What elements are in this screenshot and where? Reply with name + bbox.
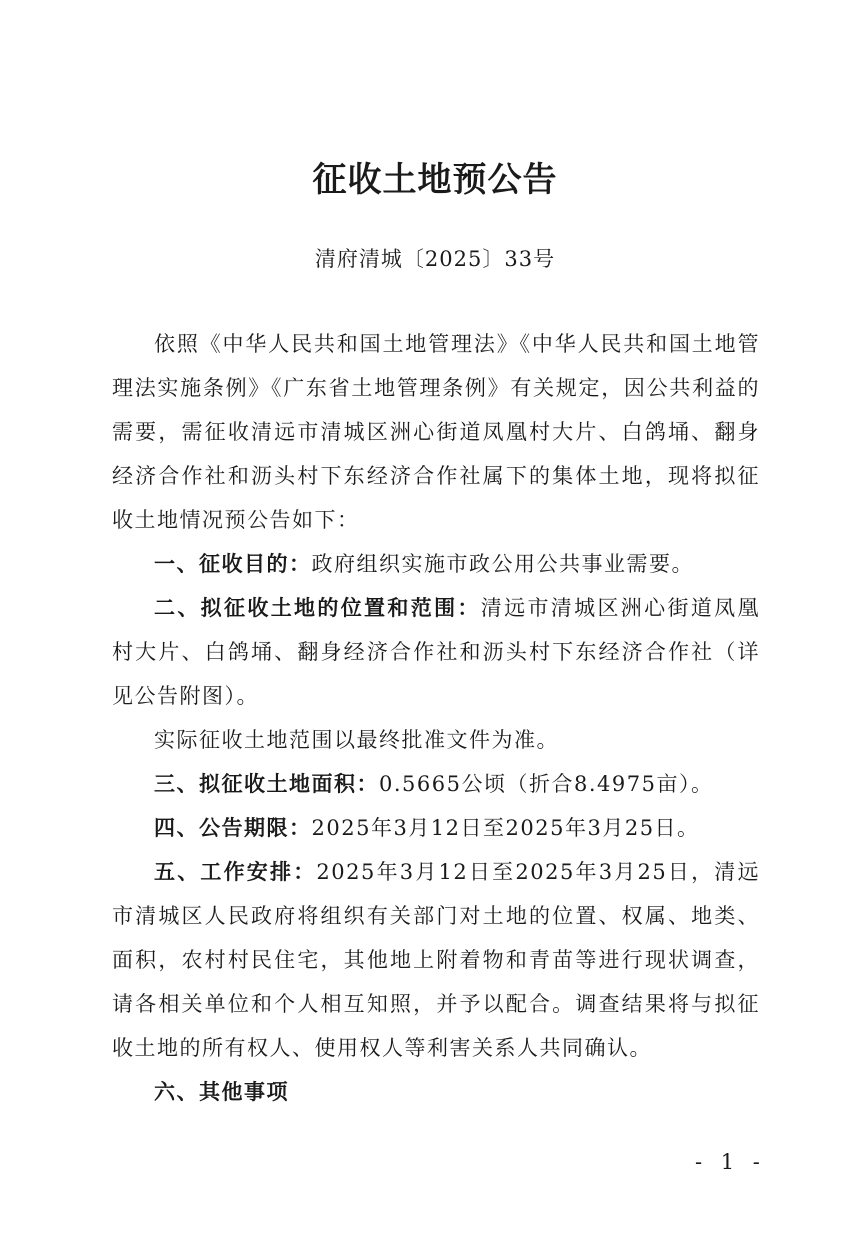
section-area — [112, 762, 760, 806]
document-body — [112, 322, 760, 1114]
section-heading: 二、拟征收土地的位置和范围： — [154, 596, 481, 620]
section-text: 2025年3月12日至2025年3月25日。 — [311, 816, 700, 840]
section-work-arrangement — [112, 850, 760, 1070]
intro-paragraph: 依照《中华人民共和国土地管理法》《中华人民共和国土地管理法实施条例》《广东省土地管理条例》有关规定，因公共利益的需要，需征收清远市清城区洲心街道凤凰村大片、白鸽埇、翻身经济合作社和沥头村下东经济合作社属下的集体土地，现将拟征收土地情况预公告如下： — [112, 332, 760, 532]
section-heading: 四、公告期限： — [154, 816, 312, 840]
section-period — [112, 806, 760, 850]
page-number: - 1 - — [695, 1150, 766, 1174]
section-other-matters — [112, 1070, 760, 1114]
section-heading: 三、拟征收土地面积： — [154, 772, 379, 796]
section-heading: 六、其他事项 — [154, 1080, 289, 1104]
section-location — [112, 586, 760, 718]
page-title: 征收土地预公告 — [312, 160, 558, 200]
section-heading: 五、工作安排： — [154, 860, 317, 884]
section-text: 实际征收土地范围以最终批准文件为准。 — [154, 728, 559, 752]
section-text: 清远市清城区洲心街道凤凰村大片、白鸽埇、翻身经济合作社和沥头村下东经济合作社（详见公告附图）。 — [112, 596, 761, 708]
section-purpose — [112, 542, 760, 586]
section-text: 2025年3月12日至2025年3月25日，清远市清城区人民政府将组织有关部门对土地的位置、权属、地类、面积，农村村民住宅，其他地上附着物和青苗等进行现状调查，请各相关单位和个人相互知照，并予以配合。调查结果将与拟征收土地的所有权人、使用权人等利害关系人共同确认。 — [112, 860, 760, 1060]
document-number: 清府清城〔2025〕33号 — [314, 247, 556, 271]
section-text: 0.5665公顷（折合8.4975亩）。 — [379, 772, 714, 796]
section-scope-note — [112, 718, 760, 762]
section-text: 政府组织实施市政公用公共事业需要。 — [311, 552, 694, 576]
section-heading: 一、征收目的： — [154, 552, 312, 576]
